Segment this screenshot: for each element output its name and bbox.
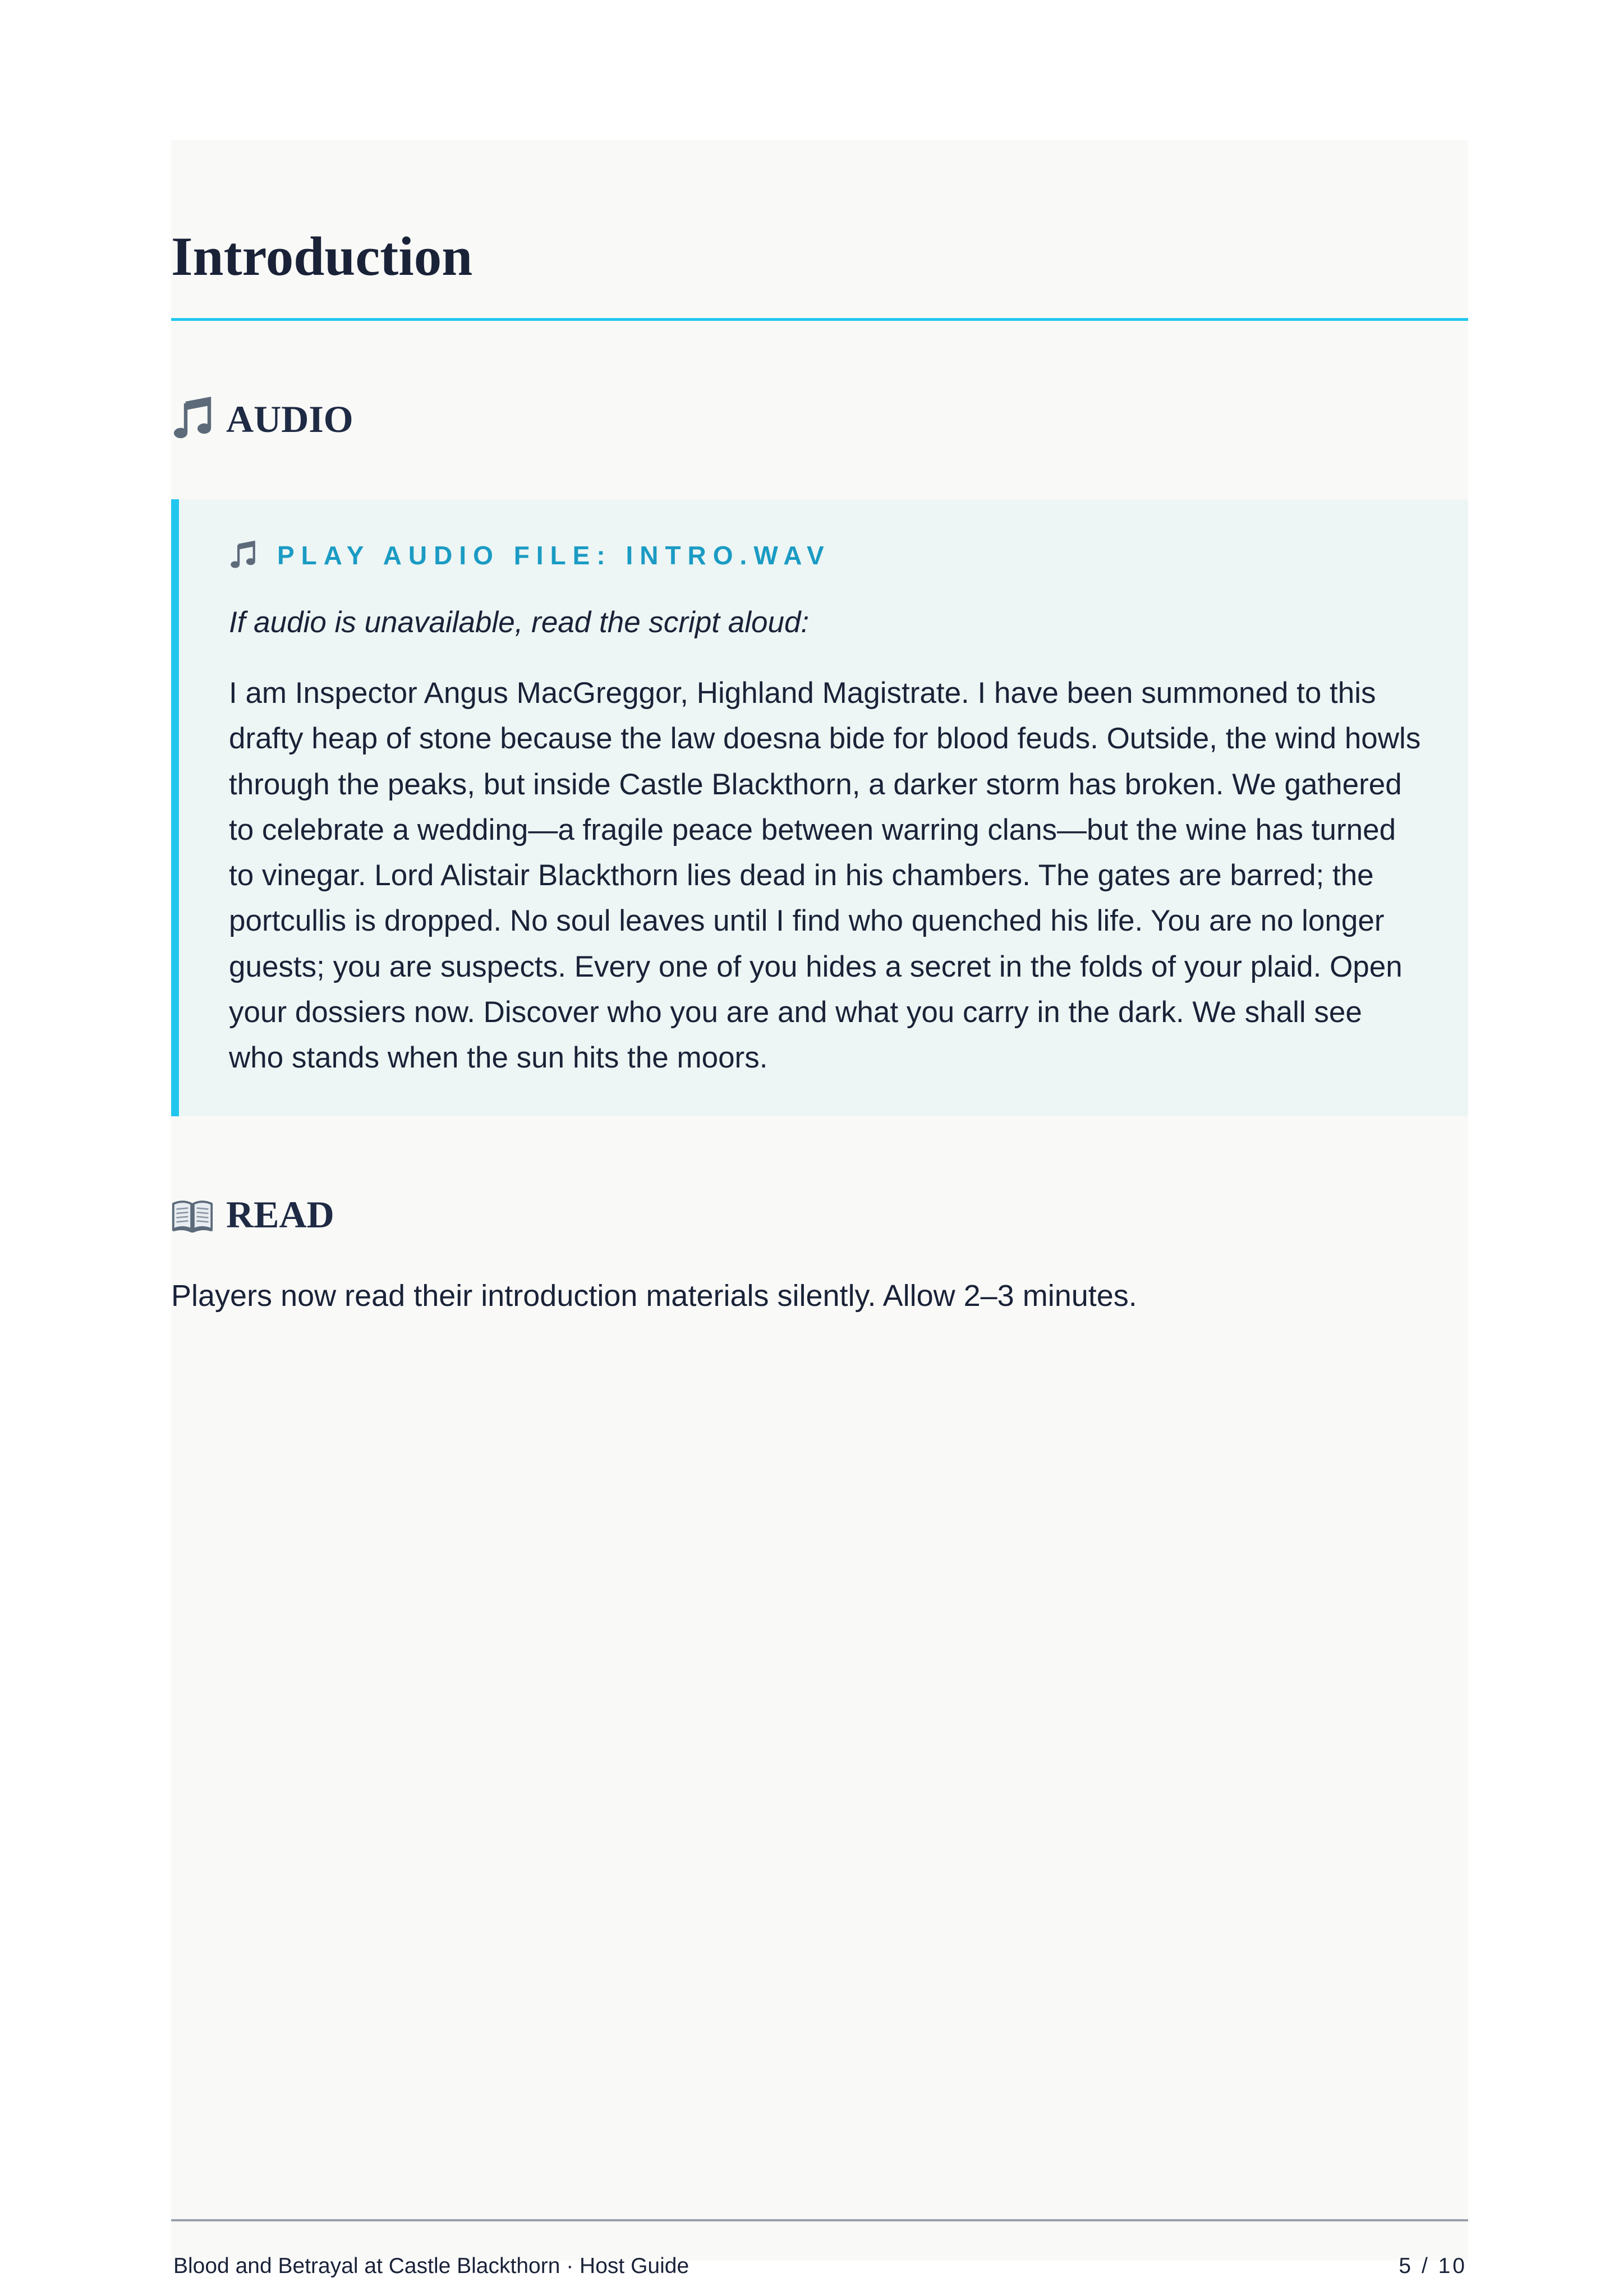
footer-page-number: 5 / 10 xyxy=(1399,2254,1467,2278)
title-divider xyxy=(171,318,1468,321)
footer-divider xyxy=(171,2219,1468,2221)
audio-file-label-text: PLAY AUDIO FILE: INTRO.WAV xyxy=(277,541,831,570)
audio-fallback-note: If audio is unavailable, read the script aloud: xyxy=(229,606,810,639)
open-book-icon xyxy=(171,1192,214,1237)
audio-section-heading xyxy=(171,394,353,444)
audio-file-label xyxy=(229,539,831,572)
footer-document-title: Blood and Betrayal at Castle Blackthorn · Host Guide xyxy=(173,2254,689,2278)
read-section-heading xyxy=(171,1189,334,1240)
read-heading-text: READ xyxy=(226,1193,334,1236)
music-note-icon xyxy=(229,540,257,571)
document-page xyxy=(171,140,1468,2261)
read-instructions: Players now read their introduction materials silently. Allow 2–3 minutes. xyxy=(171,1279,1137,1313)
audio-heading-text: AUDIO xyxy=(226,398,353,440)
music-note-icon xyxy=(171,397,214,441)
audio-callout xyxy=(171,499,1468,1116)
page-title: Introduction xyxy=(171,226,473,287)
intro-script-text: I am Inspector Angus MacGreggor, Highland Magistrate. I have been summoned to this drafty heap of stone because the law doesna bide for blood feuds. Outside, the wind howls through the peaks, but inside Castle Blackthorn, a darker storm has broken. We gathered to celebrate a wedding—a fragile peace between warring clans—but the wine has turned to vinegar. Lord Alistair Blackthorn lies dead in his chambers. The gates are barred; the portcullis is dropped. No soul leaves until I find who quenched his life. You are no longer guests; you are suspects. Every one of you hides a secret in the folds of your plaid. Open your dossiers now. Discover who you are and what you carry in the dark. We shall see who stands when the sun hits the moors. xyxy=(229,677,1421,1075)
